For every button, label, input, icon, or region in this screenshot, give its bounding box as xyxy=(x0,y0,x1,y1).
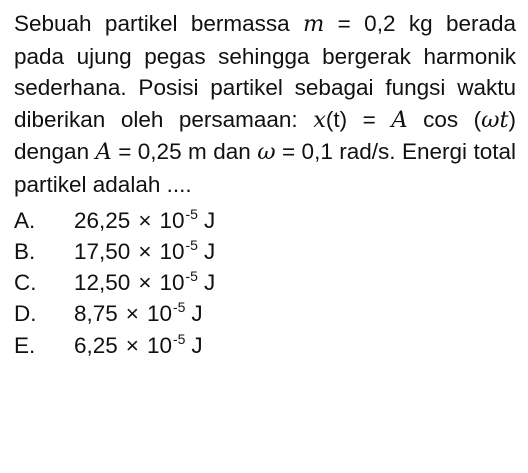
times-sign: × xyxy=(138,238,152,264)
answer-option-c[interactable] xyxy=(14,267,516,298)
answer-option-b[interactable] xyxy=(14,236,516,267)
equation-argument: (t) xyxy=(325,106,348,132)
option-mantissa: 6,25 xyxy=(74,332,118,358)
answer-option-d[interactable] xyxy=(14,298,516,329)
option-mantissa: 17,50 xyxy=(74,238,131,264)
equation-position-variable: x xyxy=(313,106,326,133)
equation-amplitude-variable: A xyxy=(391,106,408,133)
option-mantissa: 8,75 xyxy=(74,301,118,327)
answer-option-e[interactable] xyxy=(14,330,516,361)
option-exponent: -5 xyxy=(185,236,198,253)
option-letter: E. xyxy=(14,332,36,358)
question-text-part: Sebuah partikel bermassa xyxy=(14,11,303,36)
option-unit: J xyxy=(203,238,216,264)
option-exponent: -5 xyxy=(185,268,198,285)
option-exponent: -5 xyxy=(172,330,186,347)
option-unit: J xyxy=(191,301,203,327)
times-sign: × xyxy=(138,270,152,296)
option-letter: A. xyxy=(14,207,36,233)
times-sign: × xyxy=(125,301,139,327)
answer-option-a[interactable] xyxy=(14,205,516,236)
question-text-part: berada pada ujung pegas sehingga bergerak harmonik sederhana. Posisi partikel sebagai fungsi waktu diberikan oleh persamaan: xyxy=(14,11,517,132)
option-base: 10 xyxy=(159,270,185,296)
option-unit: J xyxy=(203,207,216,233)
option-base: 10 xyxy=(146,301,172,327)
option-letter: C. xyxy=(14,270,37,296)
question-text-part: dengan xyxy=(14,139,96,165)
mass-value: = 0,2 kg xyxy=(324,11,433,36)
equation-cos: cos ( xyxy=(407,106,482,132)
option-unit: J xyxy=(203,270,216,296)
times-sign: × xyxy=(138,207,152,233)
equation-omega-t: ωt xyxy=(481,106,509,133)
omega-variable: ω xyxy=(257,139,276,166)
option-unit: J xyxy=(191,332,203,358)
option-letter: B. xyxy=(14,238,36,264)
option-base: 10 xyxy=(146,332,172,358)
option-letter: D. xyxy=(14,301,37,327)
equation-close-paren: ) xyxy=(508,106,516,132)
omega-value-and-prompt: = 0,1 rad/s. Energi total partikel adalah .... xyxy=(14,139,516,197)
amplitude-value: = 0,25 m dan xyxy=(111,139,258,165)
mass-variable: m xyxy=(302,11,325,37)
option-mantissa: 26,25 xyxy=(74,207,131,233)
option-base: 10 xyxy=(159,207,185,233)
answer-options xyxy=(14,205,516,361)
option-mantissa: 12,50 xyxy=(74,270,131,296)
amplitude-variable: A xyxy=(95,139,112,166)
option-base: 10 xyxy=(159,238,185,264)
option-exponent: -5 xyxy=(185,205,198,222)
question-text xyxy=(14,8,516,201)
equation-equals: = xyxy=(347,106,392,132)
option-exponent: -5 xyxy=(172,299,186,316)
times-sign: × xyxy=(125,332,139,358)
